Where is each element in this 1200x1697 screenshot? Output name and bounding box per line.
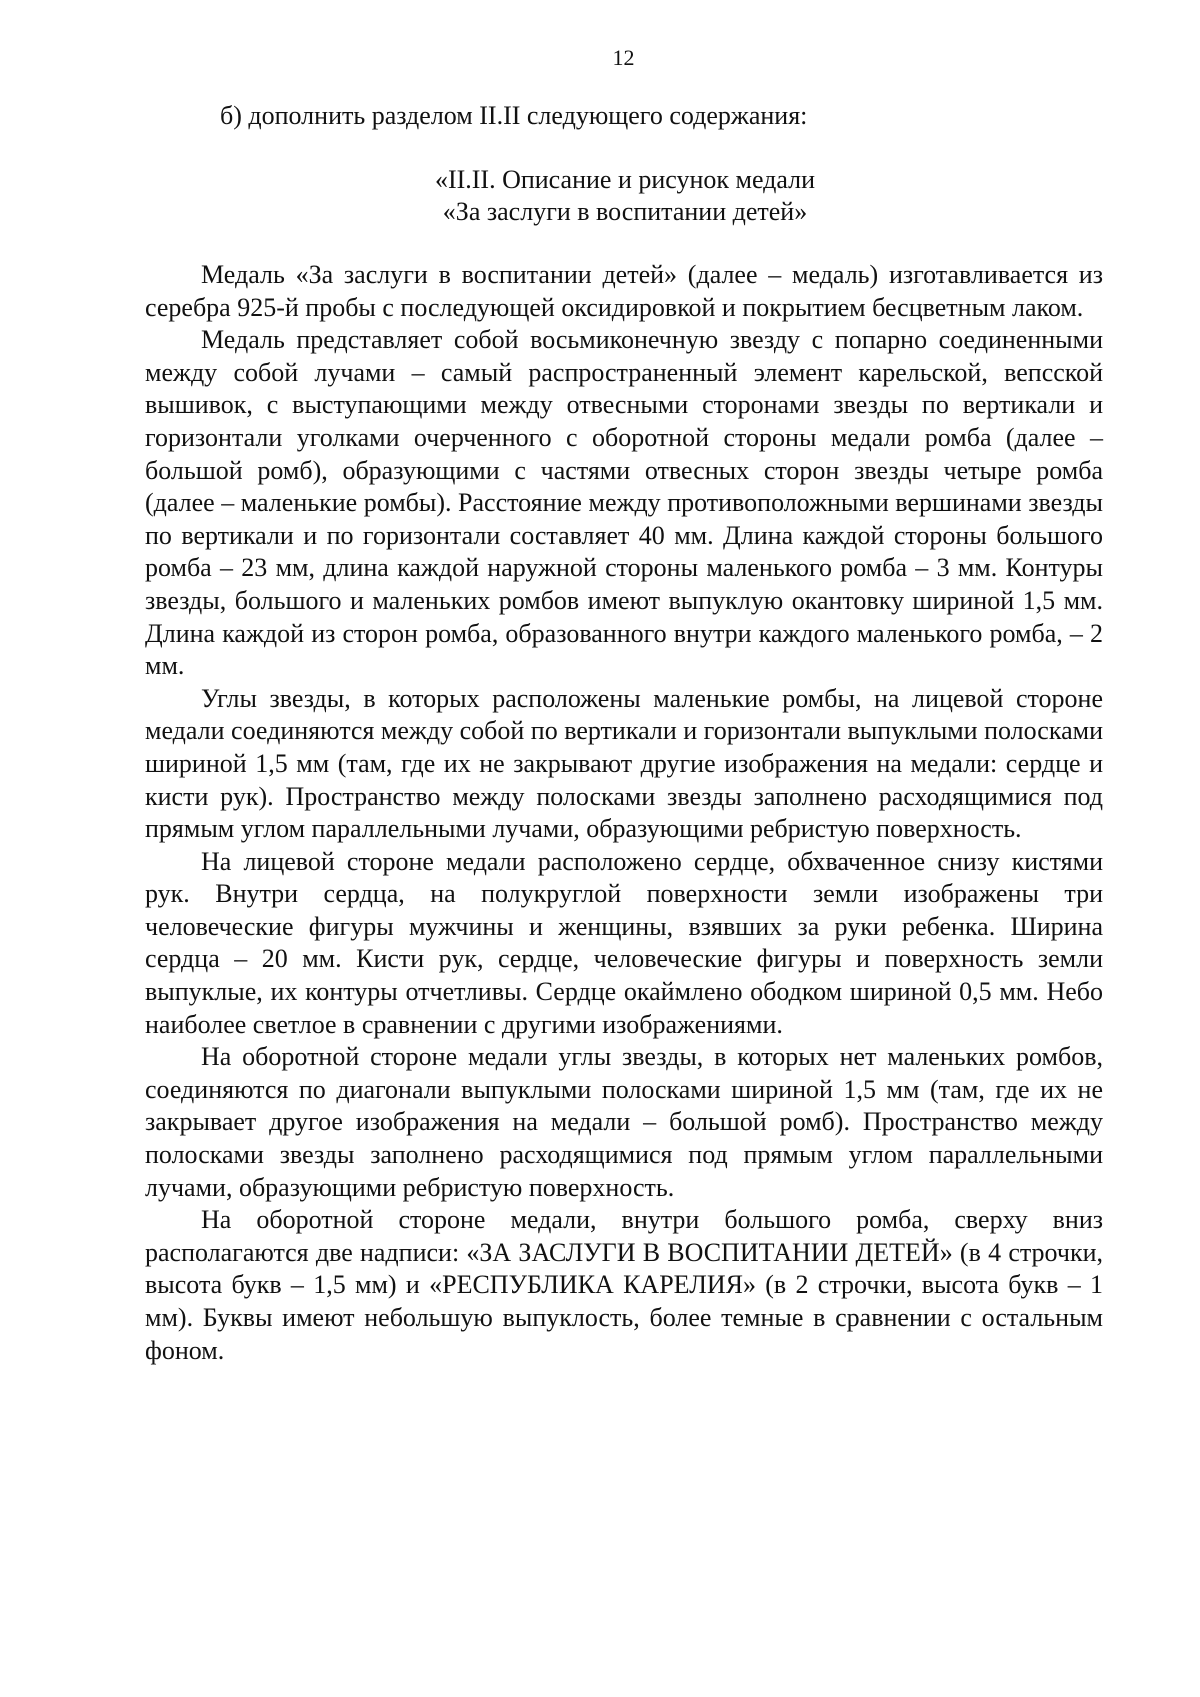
paragraph-obverse-heart: На лицевой стороне медали расположено сердце, обхваченное снизу кистями рук. Внутри сердца, на полукруглой поверхности земли изображены три человеческие фигуры мужчины и женщины, взявших за руки ребенка. Ширина сердца – 20 мм. Кисти рук, сердце, человеческие фигуры и поверхность земли выпуклые, их контуры отчетливы. Сердце окаймлено ободком шириной 0,5 мм. Небо наиболее светлое в сравнении с другими изображениями. [145, 846, 1103, 1039]
amendment-intro: б) дополнить разделом II.II следующего содержания: [220, 101, 808, 130]
section-body [145, 259, 1103, 1367]
section-heading-line-2: «За заслуги в воспитании детей» [442, 197, 808, 226]
paragraph-star-shape: Медаль представляет собой восьмиконечную звезду с попарно соединенными между собой лучами – самый распространенный элемент карельской, вепсской вышивок, с выступающими между отвесными сторонами звезды по вертикали и горизонтали уголками очерченного с оборотной стороны медали ромба (далее – большой ромб), образующими с частями отвесных сторон звезды четыре ромба (далее – маленькие ромбы). Расстояние между противоположными вершинами звезды по вертикали и по горизонтали составляет 40 мм. Длина каждой стороны большого ромба – 23 мм, длина каждой наружной стороны маленького ромба – 3 мм. Контуры звезды, большого и маленьких ромбов имеют выпуклую окантовку шириной 1,5 мм. Длина каждой из сторон ромба, образованного внутри каждого маленького ромба, – 2 мм. [145, 325, 1103, 681]
paragraph-reverse-strips: На оборотной стороне медали углы звезды, в которых нет маленьких ромбов, соединяются по диагонали выпуклыми полосками шириной 1,5 мм (там, где их не закрывает другое изображения на медали – большой ромб). Пространство между полосками звезды заполнено расходящимися под прямым углом параллельными лучами, образующими ребристую поверхность. [145, 1042, 1103, 1202]
paragraph-material: Медаль «За заслуги в воспитании детей» (далее – медаль) изготавливается из серебра 925-й пробы с последующей оксидировкой и покрытием бесцветным лаком. [145, 260, 1103, 322]
paragraph-obverse-strips: Углы звезды, в которых расположены маленькие ромбы, на лицевой стороне медали соединяются между собой по вертикали и горизонтали выпуклыми полосками шириной 1,5 мм (там, где их не закрывают другие изображения на медали: сердце и кисти рук). Пространство между полосками звезды заполнено расходящимися под прямым углом параллельными лучами, образующими ребристую поверхность. [145, 683, 1103, 844]
section-heading-line-1: «II.II. Описание и рисунок медали [434, 165, 816, 194]
page-number: 12 [612, 45, 635, 70]
paragraph-reverse-inscriptions: На оборотной стороне медали, внутри большого ромба, сверху вниз располагаются две надписи: «ЗА ЗАСЛУГИ В ВОСПИТАНИИ ДЕТЕЙ» (в 4 строчки, высота букв – 1,5 мм) и «РЕСПУБЛИКА КАРЕЛИЯ» (в 2 строчки, высота букв – 1 мм). Буквы имеют небольшую выпуклость, более темные в сравнении с остальным фоном. [145, 1205, 1103, 1365]
section-heading [145, 164, 1105, 228]
